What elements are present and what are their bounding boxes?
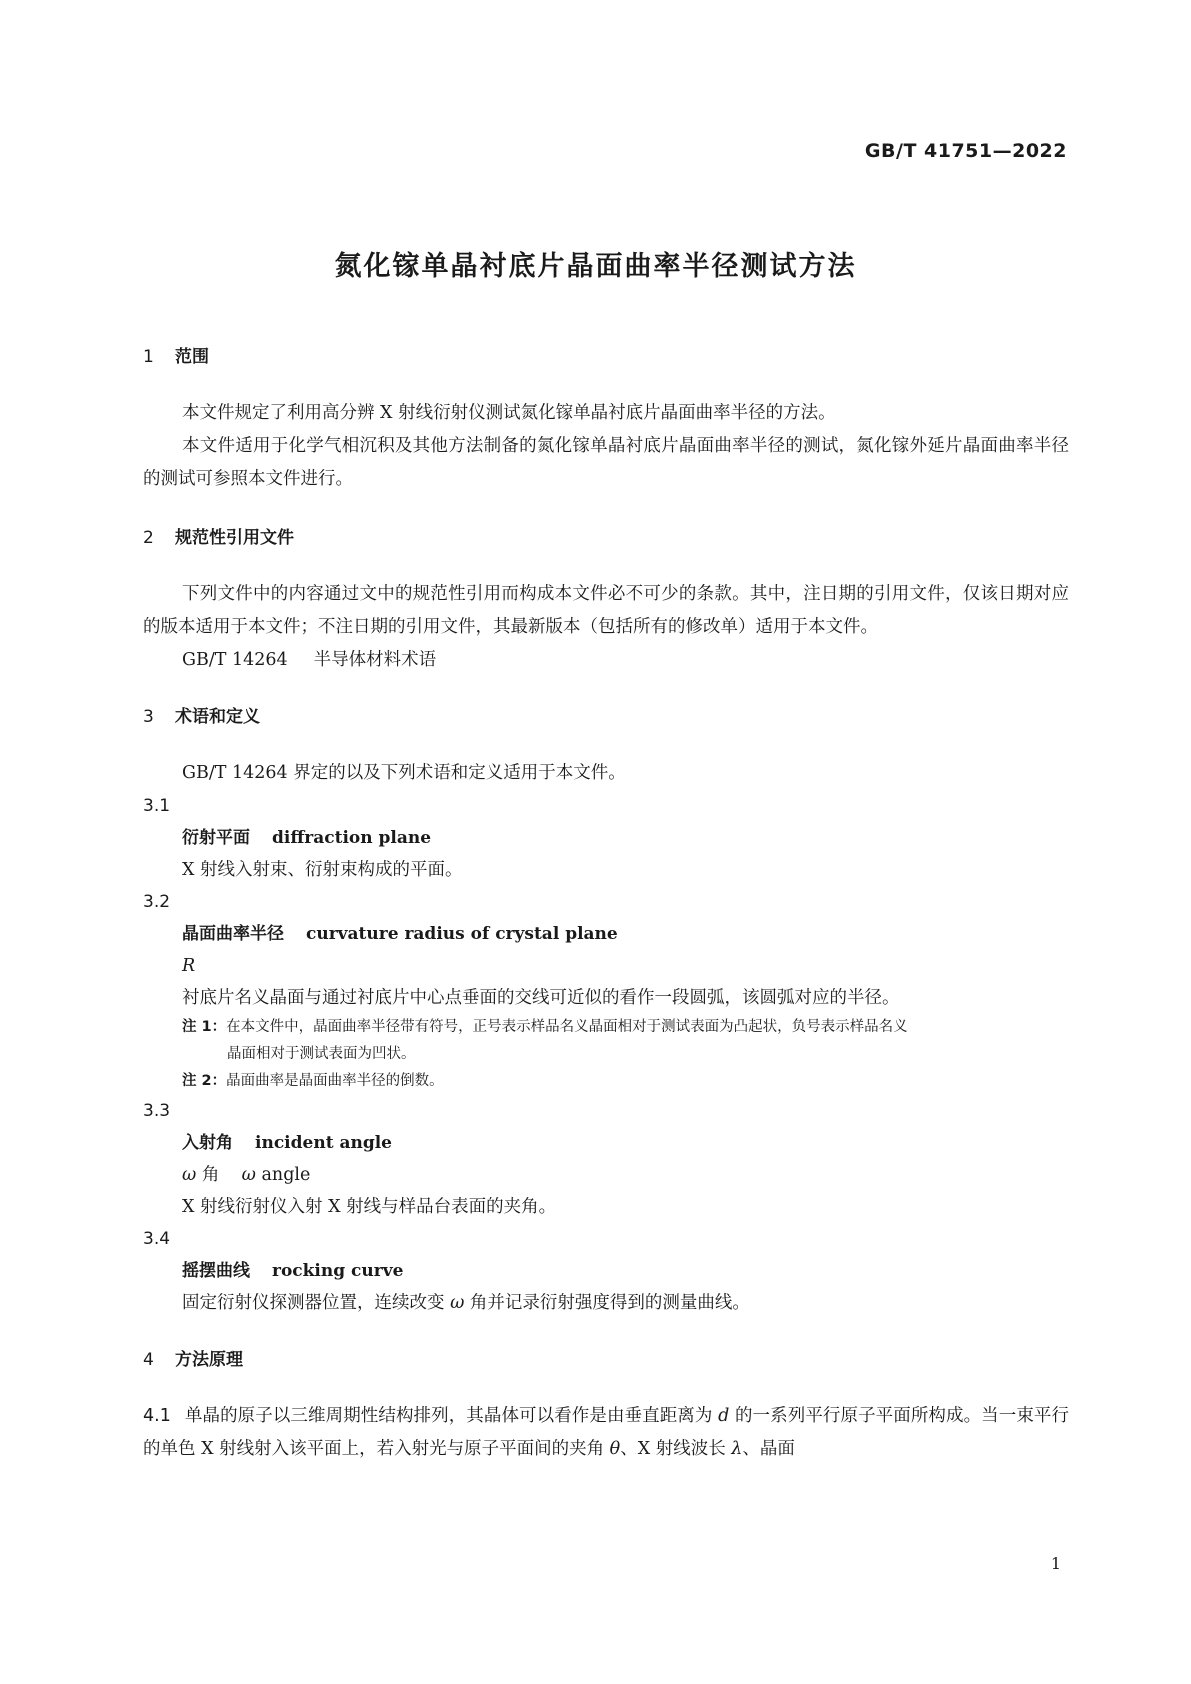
term-heading xyxy=(143,1127,1069,1159)
page-number: 1 xyxy=(1050,1554,1061,1573)
paragraph-text: 单晶的原子以三维周期性结构排列，其晶体可以看作是由垂直距离为 xyxy=(184,1406,719,1426)
reference-code: GB/T 14264 xyxy=(182,650,288,670)
term-english: incident angle xyxy=(255,1133,392,1153)
note-text: 在本文件中，晶面曲率半径带有符号，正号表示样品名义晶面相对于测试表面为凸起状，负号表示样品名义 xyxy=(226,1019,908,1035)
term-english: diffraction plane xyxy=(272,828,432,848)
alt-chinese: 角 xyxy=(201,1165,220,1185)
section-2-heading xyxy=(143,527,1069,549)
note-1 xyxy=(143,1014,1069,1068)
term-heading xyxy=(143,1255,1069,1287)
reference-title: 半导体材料术语 xyxy=(313,650,437,670)
section-4-heading xyxy=(143,1349,1069,1371)
term-alternative xyxy=(143,1159,1069,1191)
paragraph-text: 、X 射线波长 xyxy=(620,1439,732,1459)
section-number: 4 xyxy=(143,1350,154,1370)
paragraph: 下列文件中的内容通过文中的规范性引用而构成本文件必不可少的条款。其中，注日期的引用文件，仅该日期对应的版本适用于本文件；不注日期的引用文件，其最新版本（包括所有的修改单）适用于本文件。 xyxy=(143,584,1069,637)
term-chinese: 入射角 xyxy=(182,1133,233,1153)
alt-english: angle xyxy=(261,1165,311,1185)
term-definition: X 射线衍射仪入射 X 射线与样品台表面的夹角。 xyxy=(182,1197,557,1217)
term-heading xyxy=(143,822,1069,854)
document-body xyxy=(143,346,1069,1466)
term-chinese: 晶面曲率半径 xyxy=(182,924,284,944)
term-number: 3.4 xyxy=(143,1229,171,1249)
section-number: 2 xyxy=(143,528,154,548)
symbol-omega: ω xyxy=(241,1165,256,1185)
term-definition xyxy=(143,1287,1069,1319)
term-chinese: 摇摆曲线 xyxy=(182,1261,250,1281)
section-number: 1 xyxy=(143,347,154,367)
document-title: 氮化镓单晶衬底片晶面曲率半径测试方法 xyxy=(334,251,857,282)
note-label: 注 1： xyxy=(182,1019,227,1035)
section-title: 范围 xyxy=(175,347,209,367)
note-text-continued: 晶面相对于测试表面为凹状。 xyxy=(227,1046,416,1062)
term-definition: X 射线入射束、衍射束构成的平面。 xyxy=(182,860,463,880)
section-1-heading xyxy=(143,346,1069,368)
symbol-r: R xyxy=(182,956,196,976)
term-english: curvature radius of crystal plane xyxy=(306,924,618,944)
note-label: 注 2： xyxy=(182,1073,227,1089)
symbol-omega: ω xyxy=(182,1165,197,1185)
standard-code: GB/T 41751—2022 xyxy=(864,140,1067,162)
paragraph-text: 的一系列平行原子平面所构成。当一束平行的单色 X 射线射入该平面上，若入射光与原子平面间的夹角 xyxy=(143,1406,1070,1459)
symbol-d: d xyxy=(718,1406,730,1426)
section-title: 术语和定义 xyxy=(175,707,260,727)
normative-reference xyxy=(143,644,1069,677)
term-number: 3.1 xyxy=(143,796,171,816)
paragraph-4-1 xyxy=(143,1400,1069,1466)
section-number: 3 xyxy=(143,707,154,727)
term-number: 3.2 xyxy=(143,892,171,912)
clause-number: 4.1 xyxy=(143,1406,171,1426)
paragraph-text: 、晶面 xyxy=(742,1439,795,1459)
term-number: 3.3 xyxy=(143,1101,171,1121)
note-2 xyxy=(143,1068,1069,1095)
term-heading xyxy=(143,918,1069,950)
symbol-lambda: λ xyxy=(731,1439,743,1459)
term-chinese: 衍射平面 xyxy=(182,828,250,848)
definition-text: 固定衍射仪探测器位置，连续改变 xyxy=(182,1293,451,1313)
section-3-heading xyxy=(143,706,1069,728)
section-title: 规范性引用文件 xyxy=(175,528,294,548)
note-text: 晶面曲率是晶面曲率半径的倒数。 xyxy=(226,1073,444,1089)
term-definition: 衬底片名义晶面与通过衬底片中心点垂面的交线可近似的看作一段圆弧，该圆弧对应的半径。 xyxy=(182,988,900,1008)
paragraph: 本文件适用于化学气相沉积及其他方法制备的氮化镓单晶衬底片晶面曲率半径的测试，氮化镓外延片晶面曲率半径的测试可参照本文件进行。 xyxy=(143,436,1069,489)
section-title: 方法原理 xyxy=(175,1350,243,1370)
paragraph: GB/T 14264 界定的以及下列术语和定义适用于本文件。 xyxy=(182,763,626,783)
symbol-theta: θ xyxy=(609,1439,621,1459)
paragraph: 本文件规定了利用高分辨 X 射线衍射仪测试氮化镓单晶衬底片晶面曲率半径的方法。 xyxy=(182,403,836,423)
definition-text: 角并记录衍射强度得到的测量曲线。 xyxy=(464,1293,750,1313)
symbol-omega: ω xyxy=(450,1293,465,1313)
term-english: rocking curve xyxy=(272,1261,404,1281)
term-symbol xyxy=(143,950,1069,982)
